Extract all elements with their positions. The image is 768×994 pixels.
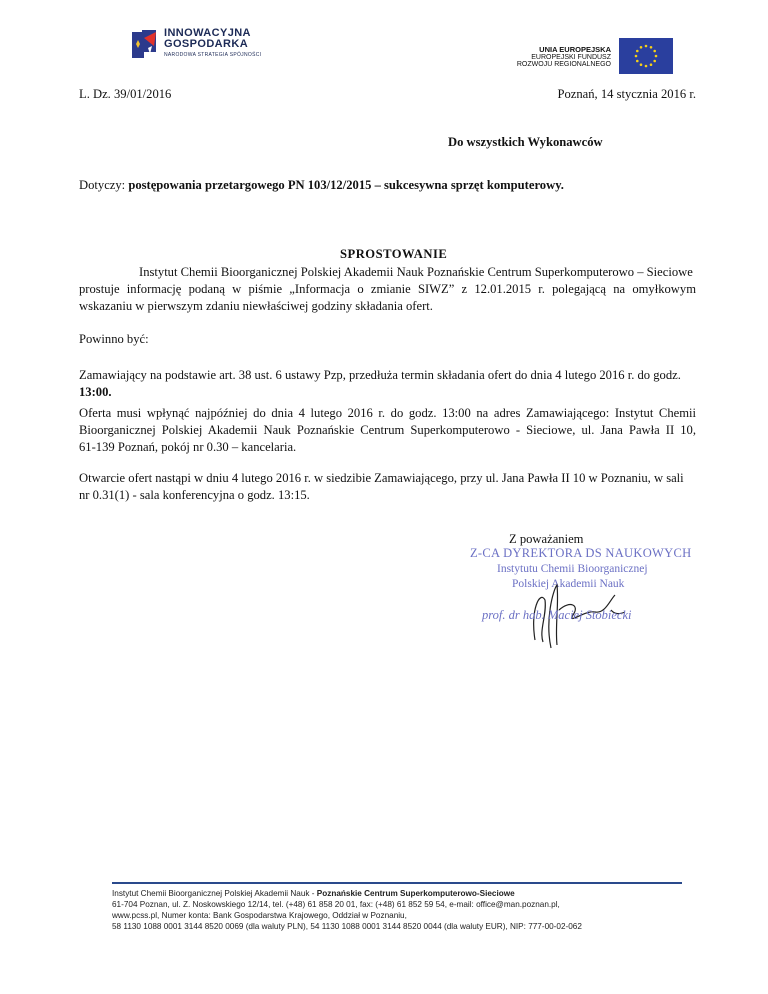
stamp-position: Z-CA DYREKTORA DS NAUKOWYCH [470,546,692,560]
document-date: Poznań, 14 stycznia 2016 r. [557,87,696,101]
innovative-economy-logo [130,28,261,62]
eu-logo-line2: EUROPEJSKI FUNDUSZ [531,53,611,61]
paragraph-deadline [79,367,696,401]
paragraph-opening-line2: nr 0.31(1) - sala konferencyjna o godz. 13:15. [79,488,310,502]
ig-logo-line1: INNOWACYJNA [164,27,251,39]
footer-institute: Instytut Chemii Bioorganicznej Polskiej Akademii Nauk - [112,889,317,898]
paragraph-correction-line2: prostuje informację podaną w piśmie „Informacja o zmianie SIWZ” z 12.01.2015 r. polegającą na omyłkowym [79,282,696,296]
reference-number: L. Dz. 39/01/2016 [79,87,172,101]
stamp-institute: Instytutu Chemii Bioorganicznej [497,563,648,575]
footer-divider [112,882,682,884]
ig-logo-line3: NARODOWA STRATEGIA SPÓJNOŚCI [164,52,262,58]
subject-text: postępowania przetargowego PN 103/12/2015 – sukcesywna sprzęt komputerowy. [128,178,564,192]
paragraph-delivery [79,405,696,456]
signatory-name: prof. dr hab. Maciej Stobiecki [482,608,632,622]
paragraph-deadline-line1: Zamawiający na podstawie art. 38 ust. 6 ustawy Pzp, przedłuża termin składania ofert do dnia 4 lutego 2016 r. do godz. [79,368,681,382]
paragraph-correction-line3: wskazaniu w pierwszym zdaniu niewłaściwej godziny składania ofert. [79,299,433,313]
closing-salutation: Z poważaniem [509,532,584,546]
paragraph-correction-line1: Instytut Chemii Bioorganicznej Polskiej Akademii Nauk Poznańskie Centrum Superkomputerowo – Sieciowe [139,265,693,279]
footer-line2: 61-704 Poznan, ul. Z. Noskowskiego 12/14, tel. (+48) 61 858 20 01, fax: (+48) 61 852 59 54, e-mail: office@man.poznan.pl, [112,900,560,909]
footer-line4: 58 1130 1088 0001 3144 8520 0069 (dla waluty PLN), 54 1130 1088 0001 3144 8520 0044 (dla waluty EUR), NIP: 777-00-02-062 [112,922,582,931]
stamp-academy: Polskiej Akademii Nauk [512,578,625,590]
footer-line1 [112,888,712,899]
footer-line3: www.pcss.pl, Numer konta: Bank Gospodarstwa Krajowego, Oddział w Poznaniu, [112,911,407,920]
subject-prefix: Dotyczy: [79,178,129,192]
should-be-label: Powinno być: [79,332,149,346]
paragraph-deadline-line2: 13:00. [79,385,112,399]
addressee: Do wszystkich Wykonawców [448,135,603,149]
paragraph-correction [79,264,696,315]
document-title: SPROSTOWANIE [340,247,448,261]
eu-flag-icon [619,38,673,74]
paragraph-delivery-line2: Bioorganicznej Polskiej Akademii Nauk Poznańskie Centrum Superkomputerowo - Sieciowe, ul. Jana Pawła II 10, [79,423,696,437]
eu-logo-line3: ROZWOJU REGIONALNEGO [516,60,611,68]
eu-logo [517,38,673,74]
footer-center: Poznańskie Centrum Superkomputerowo-Sieciowe [316,889,515,898]
subject-line [79,177,719,194]
eu-logo-line1: UNIA EUROPEJSKA [539,44,611,54]
paragraph-opening-line1: Otwarcie ofert nastąpi w dniu 4 lutego 2016 r. w siedzibie Zamawiającego, przy ul. Jana Pawła II 10 w Poznaniu, w sali [79,471,684,485]
ig-logo-line2: GOSPODARKA [164,38,249,50]
footer [112,888,712,932]
innovative-economy-logo-icon [130,28,158,62]
paragraph-opening [79,470,696,504]
paragraph-delivery-line3: 61-139 Poznań, pokój nr 0.30 – kancelaria. [79,440,297,454]
paragraph-delivery-line1: Oferta musi wpłynąć najpóźniej do dnia 4 lutego 2016 r. do godz. 13:00 na adres Zamawiającego: Instytut Chemii [79,406,696,420]
